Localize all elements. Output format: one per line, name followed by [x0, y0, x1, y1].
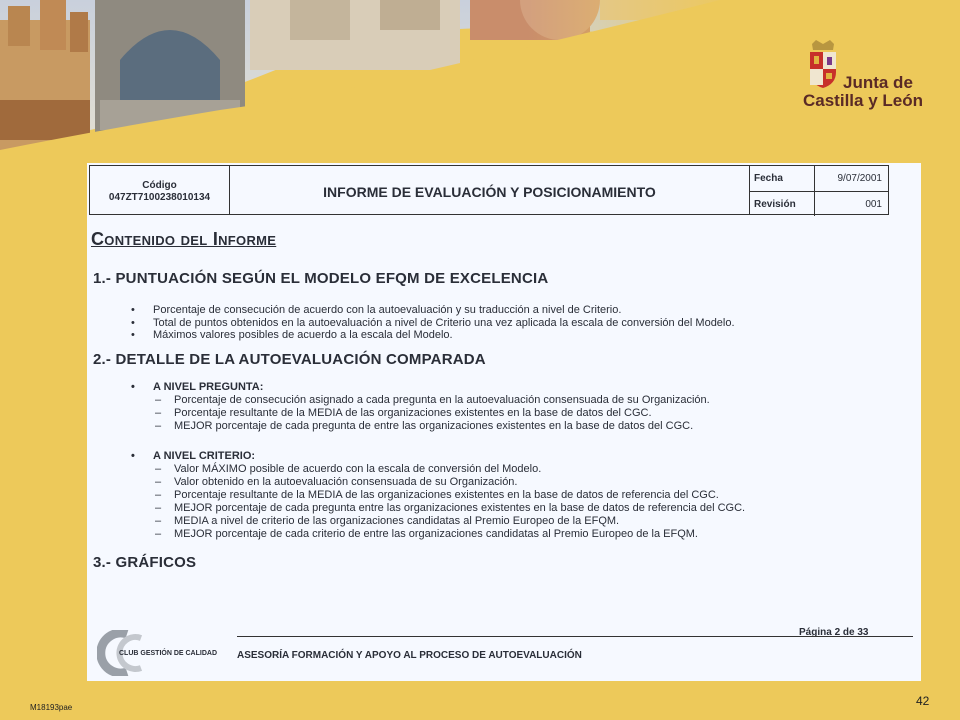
code-label: Código — [142, 180, 177, 191]
logo-line-1: Junta de — [843, 73, 913, 92]
club-name: CLUB GESTIÓN DE CALIDAD — [119, 650, 217, 657]
list-item: – Valor obtenido en la autoevaluación consensuada de su Organización. — [131, 476, 745, 489]
footer-tagline: ASESORÍA FORMACIÓN Y APOYO AL PROCESO DE AUTOEVALUACIÓN — [237, 650, 582, 661]
logo-line-2: Castilla y León — [803, 91, 923, 110]
list-item: • Porcentaje de consecución de acuerdo con la autoevaluación y su traducción a nivel de Criterio. — [131, 304, 735, 317]
junta-logo — [800, 40, 930, 120]
section-2-title: 2.- DETALLE DE LA AUTOEVALUACIÓN COMPARADA — [93, 351, 486, 368]
list-item: • Total de puntos obtenidos en la autoevaluación a nivel de Criterio una vez aplicada la escala de conversión del Modelo. — [131, 317, 735, 330]
pregunta-heading: • A NIVEL PREGUNTA: — [131, 381, 710, 394]
date-label: Fecha — [754, 173, 783, 184]
list-item: • Máximos valores posibles de acuerdo a la escala del Modelo. — [131, 329, 735, 342]
list-item: – MEJOR porcentaje de cada pregunta de entre las organizaciones existentes en la base de datos del CGC. — [131, 420, 710, 433]
section-3-title: 3.- GRÁFICOS — [93, 554, 197, 571]
revision-value: 001 — [865, 199, 882, 210]
date-value: 9/07/2001 — [837, 173, 882, 184]
criterio-heading: • A NIVEL CRITERIO: — [131, 450, 745, 463]
list-item: – Porcentaje resultante de la MEDIA de las organizaciones existentes en la base de datos del CGC. — [131, 407, 710, 420]
list-item: – MEJOR porcentaje de cada pregunta entre las organizaciones existentes en la base de datos de referencia del CGC. — [131, 502, 745, 515]
meta-cell — [750, 166, 888, 214]
code-value: 047ZT7100238010134 — [108, 192, 211, 203]
report-title: INFORME DE EVALUACIÓN Y POSICIONAMIENTO — [230, 166, 750, 214]
slide-code: M18193pae — [30, 703, 73, 712]
list-item: – MEDIA a nivel de criterio de las organizaciones candidatas al Premio Europeo de la EFQM. — [131, 515, 745, 528]
list-item: – Porcentaje de consecución asignado a cada pregunta en la autoevaluación consensuada de su Organización. — [131, 394, 710, 407]
section-1-title: 1.- PUNTUACIÓN SEGÚN EL MODELO EFQM DE EXCELENCIA — [93, 270, 549, 287]
footer-divider — [237, 636, 913, 637]
contents-heading: Contenido del Informe — [91, 229, 277, 249]
list-item: – Valor MÁXIMO posible de acuerdo con la escala de conversión del Modelo. — [131, 463, 745, 476]
section-1-list — [131, 304, 735, 342]
page-indicator: Página 2 de 33 — [799, 627, 869, 638]
slide-number: 42 — [916, 694, 930, 708]
date-row — [750, 166, 888, 191]
list-item: – MEJOR porcentaje de cada criterio de entre las organizaciones candidatas al Premio Europeo de la EFQM. — [131, 528, 745, 541]
report-header — [89, 165, 889, 215]
revision-label: Revisión — [754, 199, 796, 210]
list-item: – Porcentaje resultante de la MEDIA de las organizaciones existentes en la base de datos de referencia del CGC. — [131, 489, 745, 502]
code-cell — [90, 166, 230, 214]
pregunta-block — [131, 381, 710, 433]
revision-row — [750, 191, 888, 216]
criterio-block — [131, 450, 745, 541]
scanned-report — [87, 163, 921, 681]
